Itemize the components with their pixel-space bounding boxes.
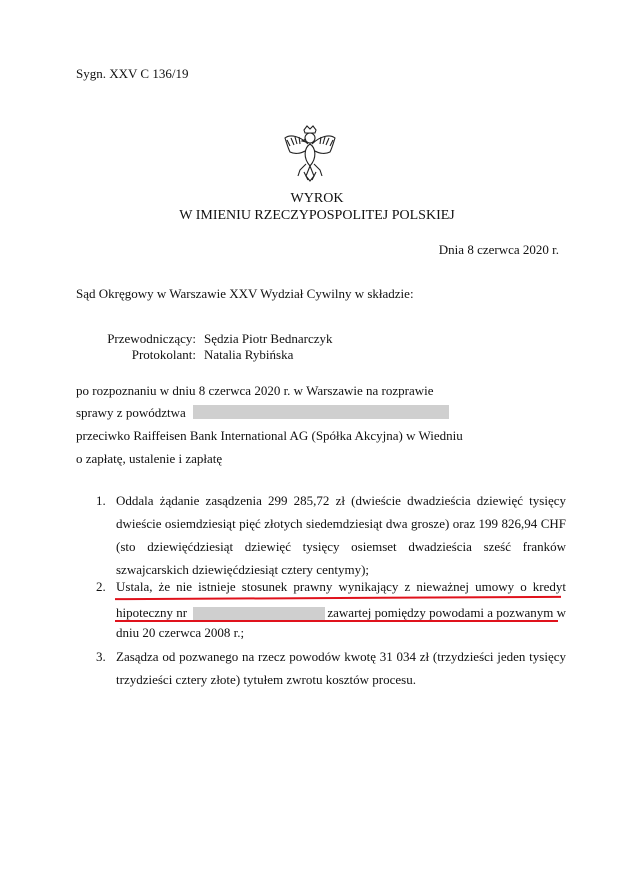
item-line: dwieście osiemdziesiąt pięć złotych siedemdziesiąt dwa grosze) oraz 199 826,94 CHF bbox=[116, 516, 566, 531]
item-text bbox=[116, 493, 566, 585]
document-subtitle: W IMIENIU RZECZYPOSPOLITEJ POLSKIEJ bbox=[179, 208, 455, 223]
item-line: dniu 20 czerwca 2008 r.; bbox=[116, 625, 245, 640]
case-signature: Sygn. XXV C 136/19 bbox=[76, 66, 189, 81]
item-number: 1. bbox=[96, 493, 106, 508]
judgment-date: Dnia 8 czerwca 2020 r. bbox=[438, 242, 559, 257]
intro-line-1: po rozpoznaniu w dniu 8 czerwca 2020 r. w Warszawie na rozprawie bbox=[76, 383, 434, 398]
court-composition: Sąd Okręgowy w Warszawie XXV Wydział Cywilny w składzie: bbox=[76, 286, 414, 301]
intro-line-3: przeciwko Raiffeisen Bank International AG (Spółka Akcyjna) w Wiedniu bbox=[76, 428, 463, 443]
item-text bbox=[116, 649, 566, 695]
plaintiff-prefix: sprawy z powództwa bbox=[76, 405, 186, 420]
document-title: WYROK bbox=[290, 191, 344, 206]
ruling-item-1 bbox=[96, 493, 566, 585]
item-number: 3. bbox=[96, 649, 106, 664]
chair-value: Sędzia Piotr Bednarczyk bbox=[204, 331, 333, 346]
ruling-item-3 bbox=[96, 649, 566, 695]
clerk-label: Protokolant: bbox=[131, 347, 196, 362]
item-line: szwajcarskich dziewięćdziesiąt cztery centymy); bbox=[116, 562, 370, 577]
item-line: Zasądza od pozwanego na rzecz powodów kwotę 31 034 zł (trzydzieści jeden tysięcy bbox=[116, 649, 566, 664]
intro-line-2 bbox=[76, 405, 449, 422]
ruling-item-2 bbox=[96, 579, 566, 648]
redacted-contract-number bbox=[193, 607, 325, 621]
item-number: 2. bbox=[96, 579, 106, 594]
item-line: Ustala, że nie istnieje stosunek prawny wynikający z nieważnej umowy o kredyt bbox=[116, 579, 566, 594]
item-text bbox=[116, 579, 566, 648]
item-line: (sto dziewięćdziesiąt dziewięć tysięcy osiemset dwadzieścia sześć franków bbox=[116, 539, 566, 554]
chair-label: Przewodniczący: bbox=[107, 331, 196, 346]
item-line: Oddala żądanie zasądzenia 299 285,72 zł (dwieście dwadzieścia dziewięć tysięcy bbox=[116, 493, 566, 508]
clerk-value: Natalia Rybińska bbox=[204, 347, 294, 362]
redacted-plaintiff bbox=[193, 405, 449, 419]
contract-suffix: zawartej pomiędzy powodami a pozwanym w bbox=[327, 605, 566, 621]
contract-prefix: hipoteczny nr bbox=[116, 605, 188, 621]
item-line: trzydzieści cztery złote) tytułem zwrotu kosztów procesu. bbox=[116, 672, 416, 687]
polish-eagle-icon bbox=[282, 124, 338, 184]
intro-line-4: o zapłatę, ustalenie i zapłatę bbox=[76, 451, 223, 466]
red-underline-2 bbox=[115, 620, 558, 622]
